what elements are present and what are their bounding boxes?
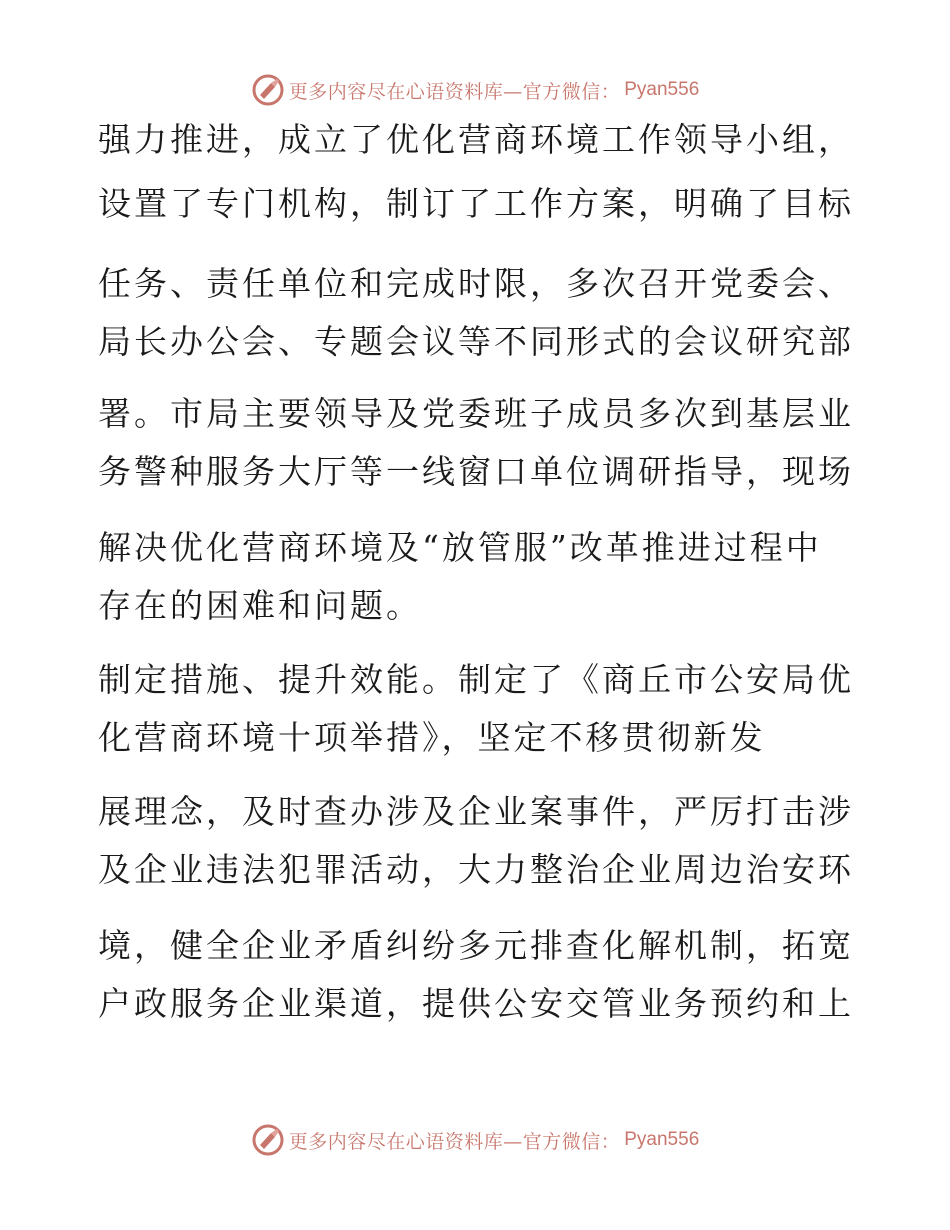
text-line: 化营商环境十项举措》，坚定不移贯彻新发 [98,718,766,757]
header-watermark [0,70,950,110]
footer-watermark [0,1120,950,1160]
text-line: 务警种服务大厅等一线窗口单位调研指导，现场 [98,452,854,491]
watermark-text: 更多内容尽在心语资料库—官方微信： [288,1130,621,1153]
text-line: 存在的困难和问题。 [98,586,422,625]
watermark-id: Pyan556 [624,79,700,100]
text-line: 局长办公会、专题会议等不同形式的会议研究部 [98,322,854,361]
text-line: 境，健全企业矛盾纠纷多元排查化解机制，拓宽 [98,926,854,965]
logo-icon [251,1123,285,1157]
text-line: 署。市局主要领导及党委班子成员多次到基层业 [98,394,854,433]
watermark-id: Pyan556 [624,1129,700,1150]
text-line: 制定措施、提升效能。制定了《商丘市公安局优 [98,660,854,699]
text-line: 强力推进，成立了优化营商环境工作领导小组， [98,120,854,159]
text-line: 户政服务企业渠道，提供公安交管业务预约和上 [98,984,854,1023]
text-line: 任务、责任单位和完成时限，多次召开党委会、 [98,264,854,303]
text-line: 解决优化营商环境及“放管服”改革推进过程中 [98,528,822,567]
watermark-text: 更多内容尽在心语资料库—官方微信： [288,80,621,103]
text-line: 及企业违法犯罪活动，大力整治企业周边治安环 [98,850,854,889]
logo-icon [251,73,285,107]
text-line: 设置了专门机构，制订了工作方案，明确了目标 [98,184,854,223]
text-line: 展理念，及时查办涉及企业案事件，严厉打击涉 [98,792,854,831]
